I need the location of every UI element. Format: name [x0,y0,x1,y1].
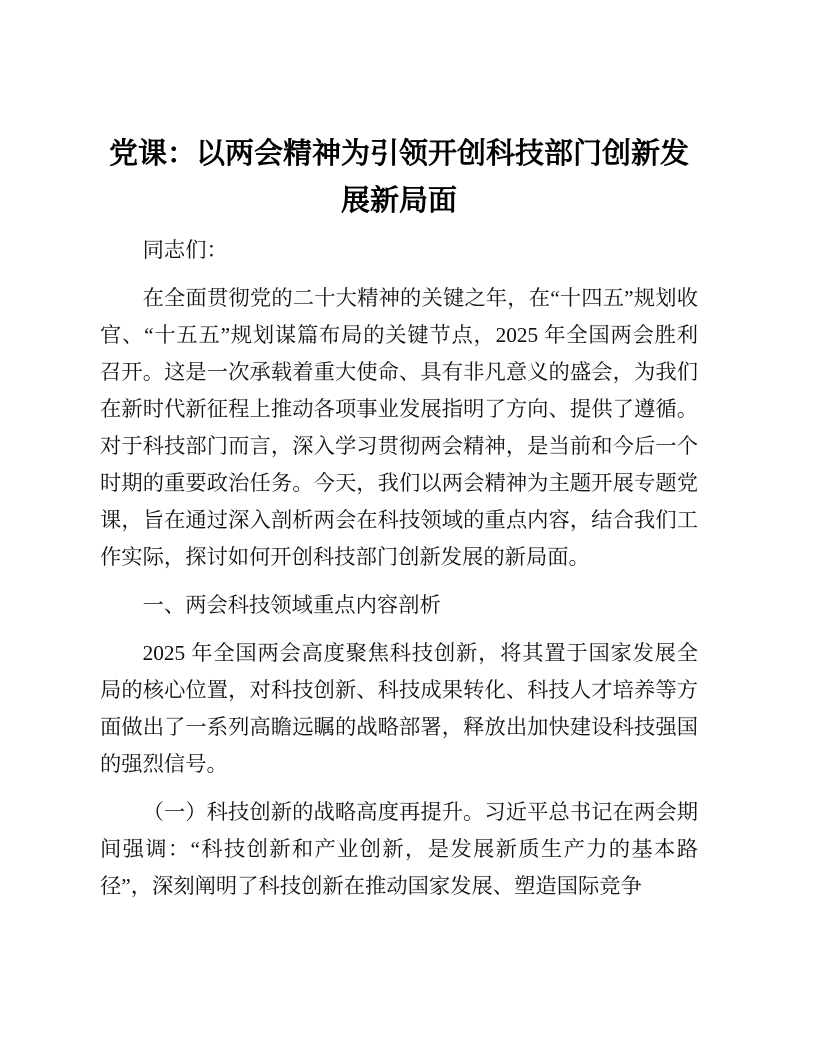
paragraph-subpoint-1: （一）科技创新的战略高度再提升。习近平总书记在两会期间强调：“科技创新和产业创新，是发展新质生产力的基本路径”，深刻阐明了科技创新在推动国家发展、塑造国际竞争 [100,800,698,898]
section-heading-1: 一、两会科技领域重点内容剖析 [142,593,441,617]
document-title: 党课：以两会精神为引领开创科技部门创新发展新局面 [108,138,689,217]
paragraph-intro: 在全面贯彻党的二十大精神的关键之年，在“十四五”规划收官、“十五五”规划谋篇布局的关键节点，2025 年全国两会胜利召开。这是一次承载着重大使命、具有非凡意义的盛会，为我们在新时代新征程上推动各项事业发展指明了方向、提供了遵循。对于科技部门而言，深入学习贯彻两会精神，是当前和今后一个时期的重要政治任务。今天，我们以两会精神为主题开展专题党课，旨在通过深入剖析两会在科技领域的重点内容，结合我们工作实际，探讨如何开创科技部门创新发展的新局面。 [100,286,698,569]
salutation: 同志们： [142,238,228,262]
paragraph-section-overview: 2025 年全国两会高度聚焦科技创新，将其置于国家发展全局的核心位置，对科技创新、科技成果转化、科技人才培养等方面做出了一系列高瞻远瞩的战略部署，释放出加快建设科技强国的强烈信号。 [100,641,698,776]
